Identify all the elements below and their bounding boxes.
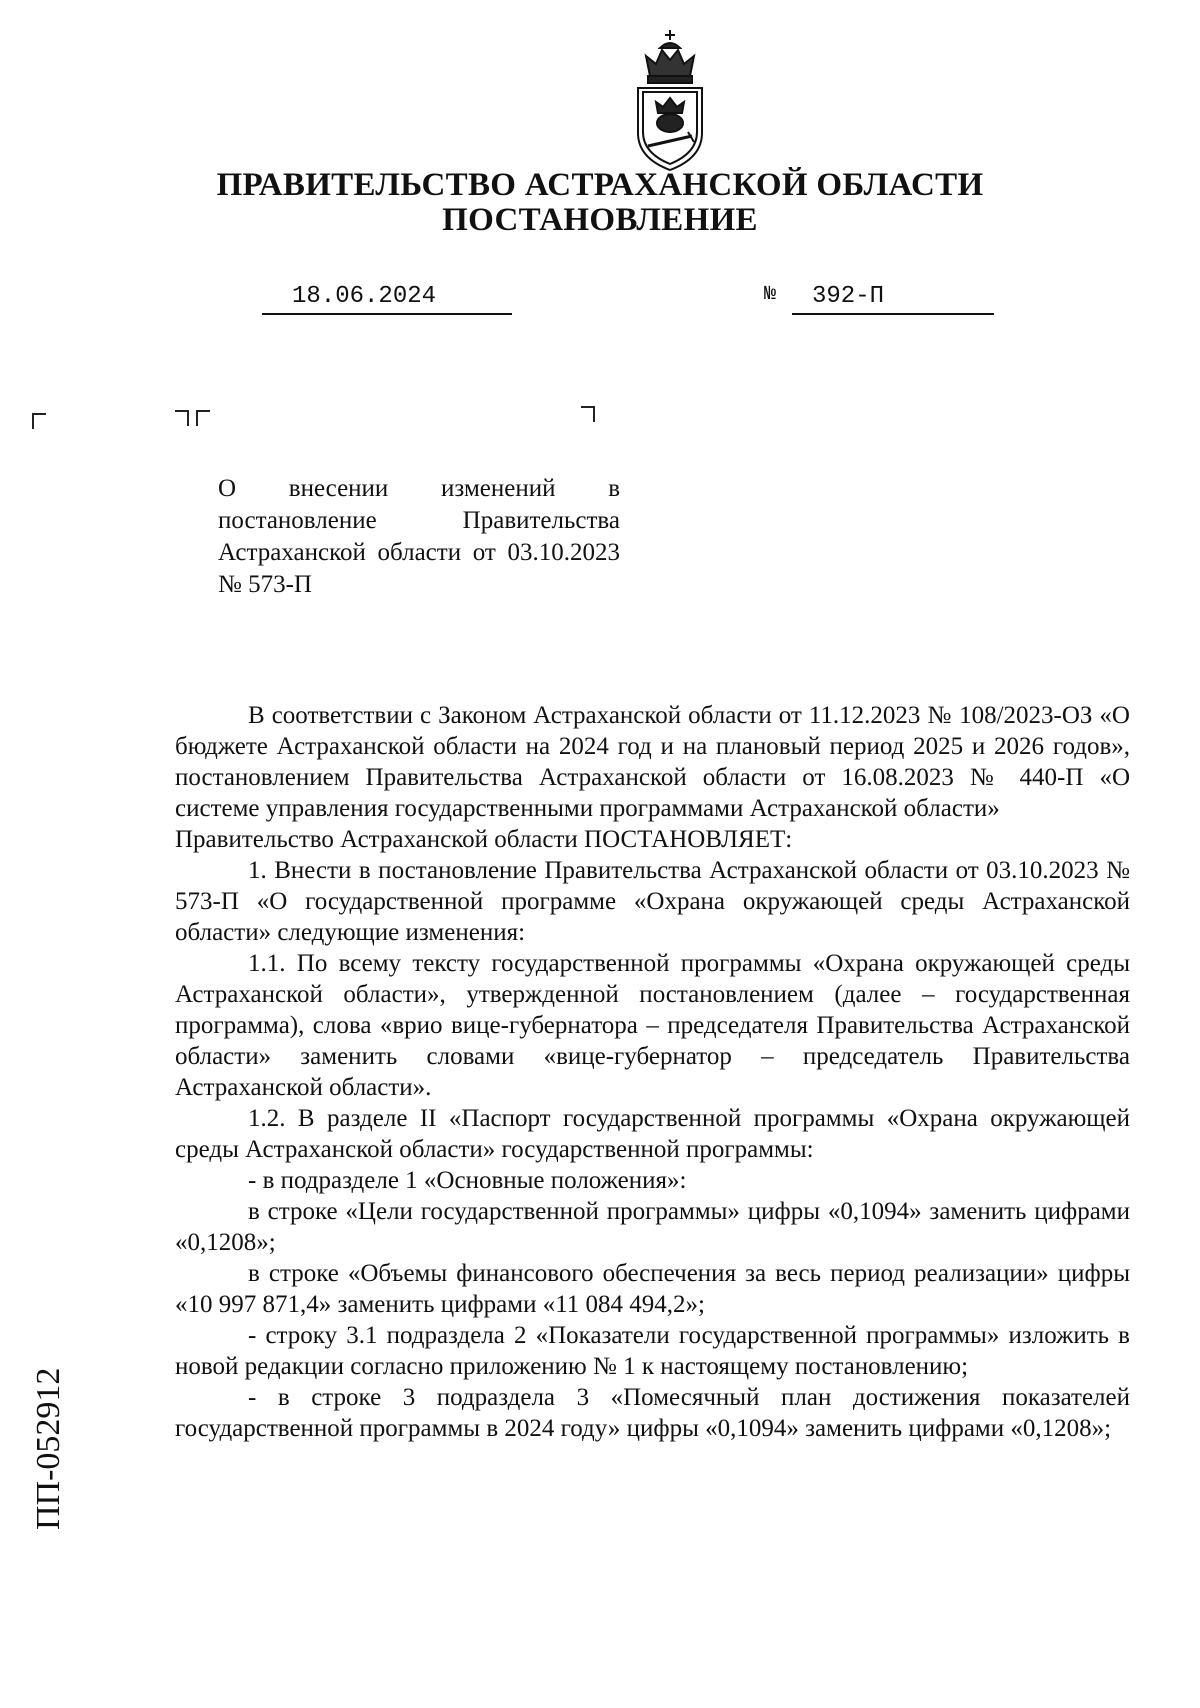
body-paragraph-monthly-plan: - в строке 3 подраздела 3 «Помесячный план достижения показателей государственной программы в 2024 году» цифры «0,1094» заменить цифрами «0,1208»; [175, 1384, 1130, 1442]
corner-mark-left [32, 413, 46, 429]
body-paragraph-resolves: Правительство Астраханской области ПОСТАНОВЛЯЕТ: [175, 826, 793, 853]
document-date: 18.06.2024 [292, 283, 437, 310]
body-paragraph-row-3-1: - строку 3.1 подраздела 2 «Показатели государственной программы» изложить в новой редакции согласно приложению № 1 к настоящему постановлению; [175, 1322, 1130, 1380]
number-field [792, 285, 994, 315]
body-paragraph-subsection-1: - в подразделе 1 «Основные положения»: [248, 1167, 687, 1194]
body-paragraph-preamble: В соответствии с Законом Астраханской области от 11.12.2023 № 108/2023-ОЗ «О бюджете Астраханской области на 2024 год и на плановый период 2025 и 2026 годов», постановлением Правительства Астраханской области от 16.08.2023 № 440-П «О системе управления государственными программами Астраханской области» [175, 702, 1130, 822]
body-paragraph-1-1: 1.1. По всему тексту государственной программы «Охрана окружающей среды Астраханской области», утвержденной постановлением (далее – государственная программа), слова «врио вице-губернатора – председателя Правительства Астраханской области» заменить словами «вице-губернатор – председатель Правительства Астраханской области». [175, 950, 1130, 1101]
document-body [175, 700, 1130, 1444]
body-paragraph-funding-row: в строке «Объемы финансового обеспечения за весь период реализации» цифры «10 997 871,4» заменить цифрами «11 084 494,2»; [175, 1260, 1130, 1318]
corner-mark-subject-left-a [175, 410, 189, 426]
document-header-type: ПОСТАНОВЛЕНИЕ [442, 202, 758, 238]
body-paragraph-goals-row: в строке «Цели государственной программы» цифры «0,1094» заменить цифрами «0,1208»; [175, 1198, 1130, 1256]
registration-code: ПП-052912 [30, 1367, 67, 1530]
corner-mark-subject-left-b [196, 410, 210, 426]
number-sign: № [764, 283, 777, 306]
coat-of-arms-icon [630, 28, 710, 173]
document-subject: О внесении изменений в постановление Правительства Астраханской области от 03.10.2023 № 573-П [218, 475, 620, 598]
corner-mark-subject-right [581, 406, 595, 422]
body-paragraph-1-2: 1.2. В разделе II «Паспорт государственной программы «Охрана окружающей среды Астраханской области» государственной программы: [175, 1105, 1130, 1163]
date-field [262, 285, 512, 315]
document-number: 392-П [812, 283, 885, 310]
document-header-organization: ПРАВИТЕЛЬСТВО АСТРАХАНСКОЙ ОБЛАСТИ [216, 167, 984, 203]
body-paragraph-1: 1. Внести в постановление Правительства Астраханской области от 03.10.2023 № 573-П «О государственной программе «Охрана окружающей среды Астраханской области» следующие изменения: [175, 857, 1130, 946]
